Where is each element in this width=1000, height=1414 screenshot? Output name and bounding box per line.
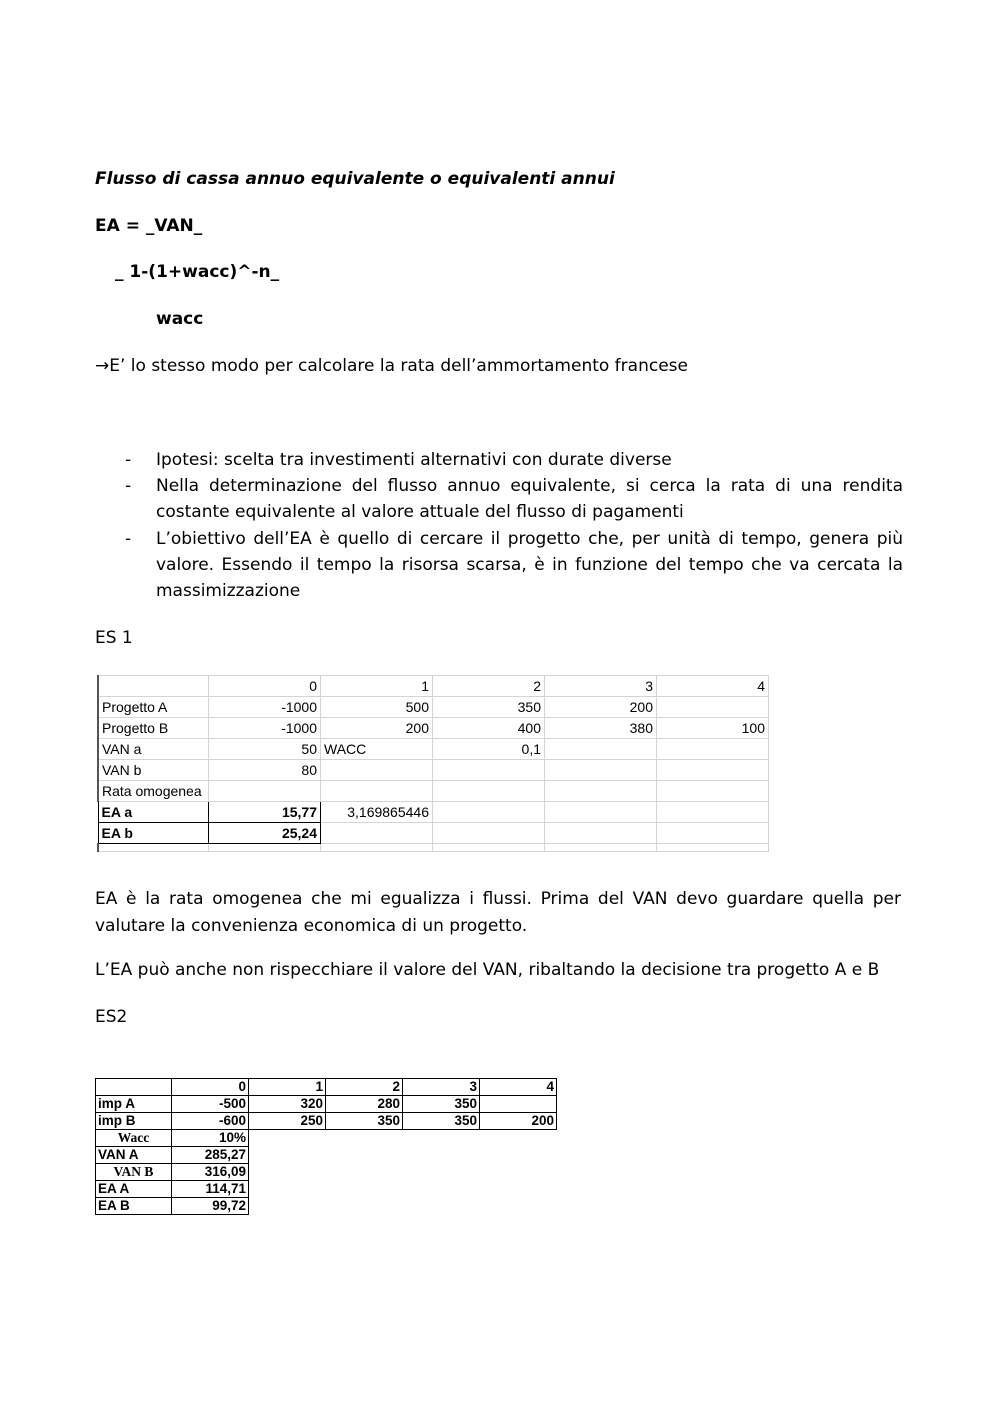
table-cell — [657, 697, 769, 718]
table-cell: 350 — [326, 1113, 403, 1130]
bullet-dash: - — [125, 450, 132, 470]
table-cell: Rata omogenea — [98, 781, 209, 802]
table-cell: 285,27 — [172, 1147, 249, 1164]
table-cell: 25,24 — [209, 823, 321, 844]
table-cell: EA A — [96, 1181, 172, 1198]
table-cell: 0 — [172, 1079, 249, 1096]
paragraph-ea-definition: EA è la rata omogenea che mi egualizza i flussi. Prima del VAN devo guardare quella per valutare la convenienza economica di un progetto. — [95, 889, 901, 936]
table-cell: imp B — [96, 1113, 172, 1130]
table-cell: -1000 — [209, 718, 321, 739]
table-cell — [657, 844, 769, 852]
table-cell — [545, 844, 657, 852]
table-cell: 3,169865446 — [321, 802, 433, 823]
bullet-dash: - — [125, 476, 132, 496]
paragraph-ea-vs-van: L’EA può anche non rispecchiare il valore del VAN, ribaltando la decisione tra progetto A e B — [95, 960, 880, 980]
table-cell — [657, 823, 769, 844]
table-row — [96, 1113, 557, 1130]
table-cell: 350 — [403, 1113, 480, 1130]
table-cell: 350 — [403, 1096, 480, 1113]
table-cell: 200 — [321, 718, 433, 739]
table-cell: 80 — [209, 760, 321, 781]
table-cell: 316,09 — [172, 1164, 249, 1181]
table-cell — [545, 760, 657, 781]
table-cell: 0,1 — [433, 739, 545, 760]
table-cell: VAN A — [96, 1147, 172, 1164]
formula-line-1: EA = _VAN_ — [95, 216, 203, 236]
table-cell: VAN b — [98, 760, 209, 781]
es2-table — [95, 1078, 557, 1215]
table-cell: 500 — [321, 697, 433, 718]
table-cell — [657, 802, 769, 823]
table-cell: 10% — [172, 1130, 249, 1147]
table-row — [96, 1096, 557, 1113]
table-cell: EA B — [96, 1198, 172, 1215]
table-cell: 280 — [326, 1096, 403, 1113]
table-cell: -500 — [172, 1096, 249, 1113]
table-cell: imp A — [96, 1096, 172, 1113]
table-cell — [480, 1096, 557, 1113]
page-heading: Flusso di cassa annuo equivalente o equivalenti annui — [95, 169, 615, 189]
bullet-text: Ipotesi: scelta tra investimenti alternativi con durate diverse — [156, 450, 672, 470]
table-cell: 380 — [545, 718, 657, 739]
table-cell: 1 — [249, 1079, 326, 1096]
table-row — [98, 823, 769, 844]
table-cell: VAN B — [96, 1164, 172, 1181]
table-cell — [657, 739, 769, 760]
table-cell — [321, 823, 433, 844]
table-cell: 50 — [209, 739, 321, 760]
table-cell — [433, 844, 545, 852]
table-cell — [98, 844, 209, 852]
table-cell: 114,71 — [172, 1181, 249, 1198]
table-cell: EA b — [98, 823, 209, 844]
table-row — [98, 760, 769, 781]
table-row — [98, 781, 769, 802]
table-cell — [657, 760, 769, 781]
table-cell: 99,72 — [172, 1198, 249, 1215]
table-cell — [209, 781, 321, 802]
table-cell: 320 — [249, 1096, 326, 1113]
table-cell — [433, 760, 545, 781]
table-cell: -1000 — [209, 697, 321, 718]
table-cell — [98, 676, 209, 697]
formula-line-2: _ 1-(1+wacc)^-n_ — [115, 262, 280, 282]
table-cell: 4 — [657, 676, 769, 697]
table-row — [96, 1147, 557, 1164]
table-cell: 0 — [209, 676, 321, 697]
table-cell — [545, 739, 657, 760]
table-cell — [321, 781, 433, 802]
table-row — [96, 1130, 557, 1147]
table-cell: 350 — [433, 697, 545, 718]
table-row — [98, 844, 769, 852]
table-header-row — [96, 1079, 557, 1096]
table-cell: -600 — [172, 1113, 249, 1130]
table-cell: EA a — [98, 802, 209, 823]
table-row — [98, 697, 769, 718]
table-cell — [545, 823, 657, 844]
table-cell: 2 — [326, 1079, 403, 1096]
table-row — [98, 802, 769, 823]
table-cell — [657, 781, 769, 802]
bullet-text: L’obiettivo dell’EA è quello di cercare il progetto che, per unità di tempo, genera più valore. Essendo il tempo la risorsa scarsa, è in funzione del tempo che va cercata la massimizzazione — [156, 529, 903, 601]
table-cell: 3 — [403, 1079, 480, 1096]
list-item — [125, 526, 905, 608]
table-cell: 250 — [249, 1113, 326, 1130]
es1-label: ES 1 — [95, 628, 133, 648]
es2-label: ES2 — [95, 1007, 128, 1027]
table-cell: 2 — [433, 676, 545, 697]
table-cell: VAN a — [98, 739, 209, 760]
table-cell: 1 — [321, 676, 433, 697]
table-cell: WACC — [321, 739, 433, 760]
table-cell: Progetto B — [98, 718, 209, 739]
table-cell — [433, 802, 545, 823]
table-row — [96, 1181, 557, 1198]
table-header-row — [98, 676, 769, 697]
table-cell: 200 — [545, 697, 657, 718]
table-cell: 100 — [657, 718, 769, 739]
formula-line-3: wacc — [156, 309, 204, 329]
table-cell: 4 — [480, 1079, 557, 1096]
table-cell — [545, 802, 657, 823]
table-cell — [545, 781, 657, 802]
table-cell: 400 — [433, 718, 545, 739]
table-cell — [321, 760, 433, 781]
table-cell — [433, 823, 545, 844]
table-cell — [209, 844, 321, 852]
list-item — [125, 473, 905, 529]
table-cell — [321, 844, 433, 852]
table-row — [98, 739, 769, 760]
table-row — [96, 1198, 557, 1215]
table-cell: Progetto A — [98, 697, 209, 718]
table-cell: 3 — [545, 676, 657, 697]
bullet-text: Nella determinazione del flusso annuo equivalente, si cerca la rata di una rendita costante equivalente al valore attuale del flusso di pagamenti — [156, 476, 903, 522]
table-row — [98, 718, 769, 739]
table-cell: Wacc — [96, 1130, 172, 1147]
table-cell: 200 — [480, 1113, 557, 1130]
table-row — [96, 1164, 557, 1181]
note-french-amortization: →E’ lo stesso modo per calcolare la rata dell’ammortamento francese — [95, 356, 688, 376]
bullet-dash: - — [125, 529, 132, 549]
table-cell — [96, 1079, 172, 1096]
table-cell — [433, 781, 545, 802]
table-cell: 15,77 — [209, 802, 321, 823]
es1-table — [97, 675, 769, 852]
